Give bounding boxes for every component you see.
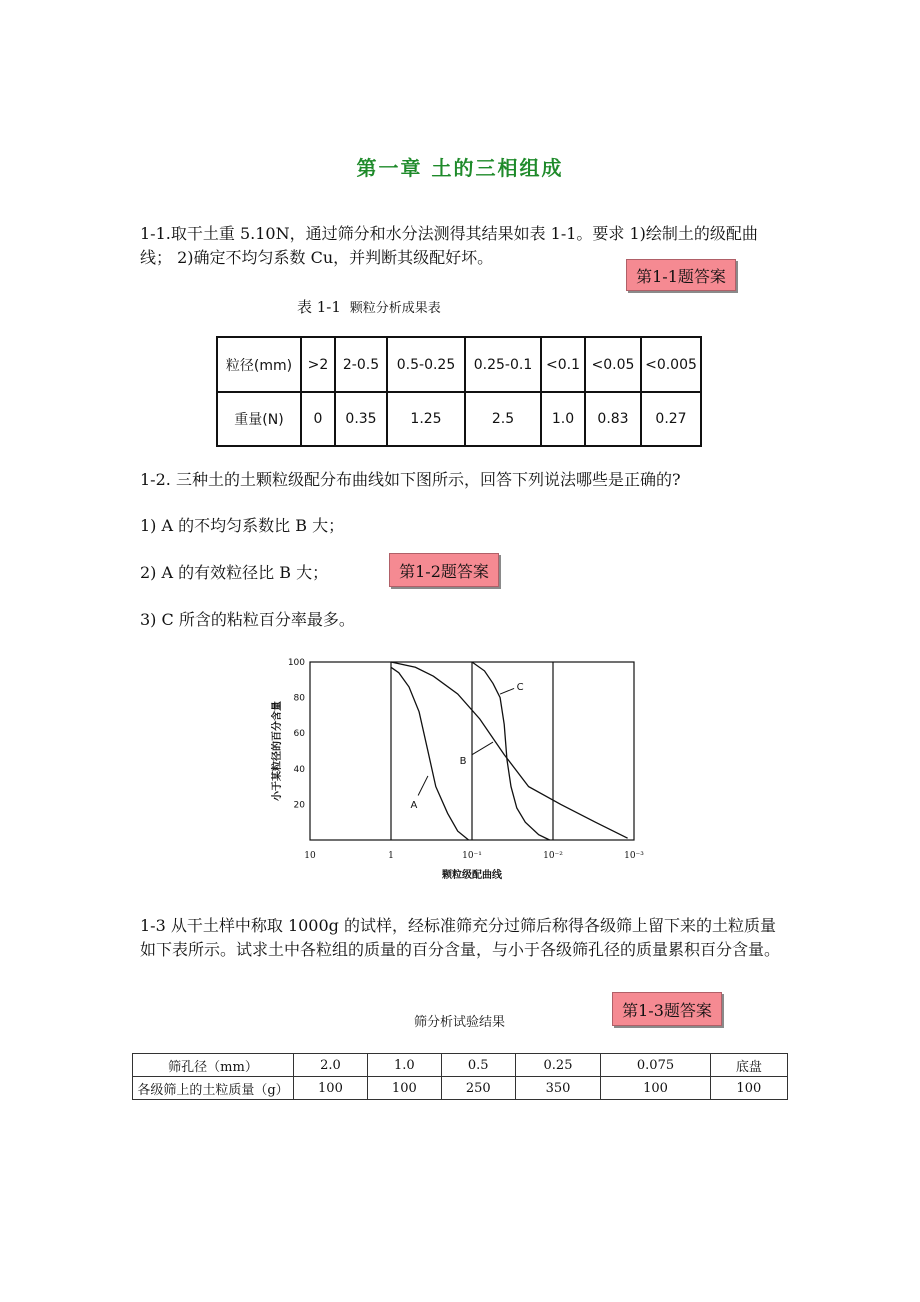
size-cell: >2	[301, 337, 335, 392]
series-line-b	[391, 662, 628, 838]
table-row	[133, 1077, 788, 1100]
mass-cell: 100	[294, 1077, 368, 1100]
table-row	[217, 337, 701, 392]
size-cell: <0.05	[585, 337, 641, 392]
mass-cell: 100	[367, 1077, 441, 1100]
size-cell: <0.005	[641, 337, 701, 392]
size-cell: 2-0.5	[335, 337, 387, 392]
table-caption-text: 颗粒分析成果表	[349, 301, 441, 316]
sieve-size-cell: 2.0	[294, 1054, 368, 1077]
x-tick-label: 10	[304, 851, 316, 861]
weight-cell: 0.35	[335, 392, 387, 446]
row-header-mass: 各级筛上的土粒质量（g）	[133, 1077, 294, 1100]
row-header-size: 粒径(mm)	[217, 337, 301, 392]
sieve-size-cell: 0.075	[601, 1054, 710, 1077]
y-axis-title: 小于某粒径的百分含量	[272, 701, 283, 801]
question-1-2-item: 1) A 的不均匀系数比 B 大；	[140, 516, 345, 535]
sieve-analysis-table	[132, 1053, 788, 1100]
answer-1-3-button[interactable]: 第1-3题答案	[612, 992, 722, 1026]
row-header-sieve: 筛孔径（mm）	[133, 1054, 294, 1077]
sieve-size-cell: 1.0	[367, 1054, 441, 1077]
gradation-curve-chart	[262, 650, 662, 890]
series-leader-line	[418, 776, 428, 796]
x-tick-label: 1	[388, 851, 394, 861]
question-1-3-text: 1-3 从干土样中称取 1000g 的试样，经标准筛充分过筛后称得各级筛上留下来的土粒质量如下表所示。试求土中各粒组的质量的百分含量，与小于各级筛孔径的质量累积百分含量。	[140, 916, 781, 959]
mass-cell: 100	[601, 1077, 710, 1100]
size-cell: 0.5-0.25	[387, 337, 465, 392]
y-tick-label: 40	[293, 764, 305, 775]
question-1-2-item: 3) C 所含的粘粒百分率最多。	[140, 610, 355, 629]
question-1-2-item: 2) A 的有效粒径比 B 大；	[140, 563, 329, 582]
x-axis-title: 颗粒级配曲线	[442, 870, 502, 881]
weight-cell: 0.83	[585, 392, 641, 446]
sieve-size-cell: 0.25	[515, 1054, 601, 1077]
size-cell: 0.25-0.1	[465, 337, 541, 392]
y-tick-label: 80	[293, 693, 305, 704]
question-1-2-text: 1-2. 三种土的土颗粒级配分布曲线如下图所示，回答下列说法哪些是正确的?	[140, 470, 681, 489]
series-label: C	[516, 682, 524, 694]
table-caption-number: 表 1-1	[297, 298, 341, 316]
answer-1-2-button[interactable]: 第1-2题答案	[389, 553, 499, 587]
sieve-size-cell: 底盘	[710, 1054, 787, 1077]
weight-cell: 1.0	[541, 392, 585, 446]
row-header-weight: 重量(N)	[217, 392, 301, 446]
mass-cell: 250	[441, 1077, 515, 1100]
mass-cell: 100	[710, 1077, 787, 1100]
grain-analysis-table	[216, 336, 702, 447]
x-tick-label: 10⁻³	[624, 851, 644, 861]
series-label: B	[459, 756, 467, 768]
mass-cell: 350	[515, 1077, 601, 1100]
weight-cell: 0.27	[641, 392, 701, 446]
series-line-c	[472, 662, 550, 840]
table-row	[133, 1054, 788, 1077]
series-label: A	[410, 799, 418, 811]
table-row	[217, 392, 701, 446]
answer-1-1-button[interactable]: 第1-1题答案	[626, 259, 736, 291]
y-tick-label: 20	[293, 800, 305, 811]
series-leader-line	[472, 742, 493, 755]
y-tick-label: 60	[293, 729, 305, 740]
sieve-size-cell: 0.5	[441, 1054, 515, 1077]
y-tick-label: 100	[287, 658, 305, 668]
size-cell: <0.1	[541, 337, 585, 392]
x-tick-label: 10⁻¹	[462, 851, 482, 861]
series-leader-line	[500, 688, 514, 694]
weight-cell: 0	[301, 392, 335, 446]
question-1-1-text: 1-1.取干土重 5.10N，通过筛分和水分法测得其结果如表 1-1。要求 1)绘制土的级配曲线； 2)确定不均匀系数 Cu，并判断其级配好坏。	[140, 224, 758, 267]
x-tick-label: 10⁻²	[543, 851, 563, 861]
weight-cell: 2.5	[465, 392, 541, 446]
weight-cell: 1.25	[387, 392, 465, 446]
table-1-3-caption: 筛分析试验结果	[414, 1015, 506, 1030]
table-1-1-caption	[297, 296, 441, 317]
page-title: 第一章 土的三相组成	[356, 156, 564, 180]
